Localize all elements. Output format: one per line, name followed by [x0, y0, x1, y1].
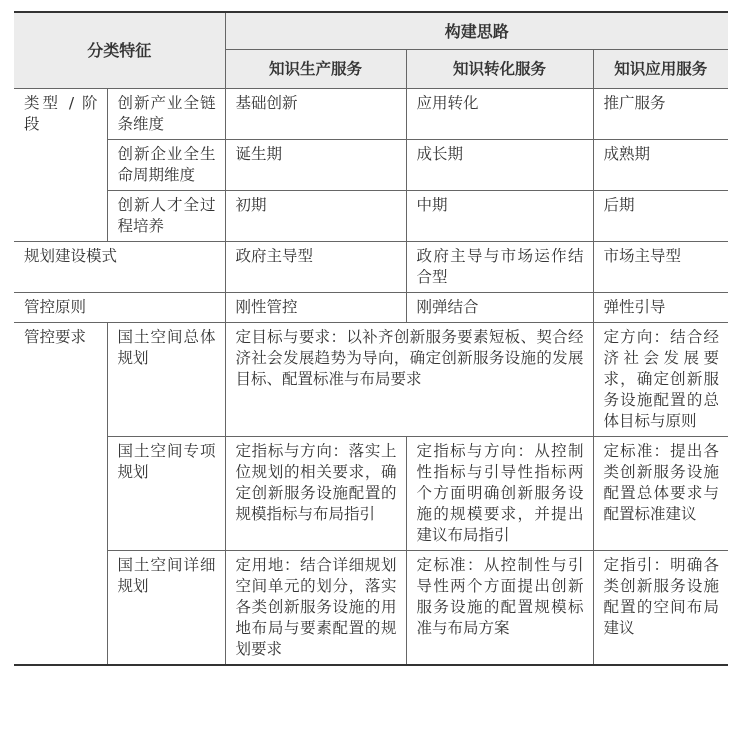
header-classification: 分类特征	[14, 12, 225, 89]
table-row	[14, 323, 728, 437]
cell-production: 基础创新	[225, 89, 406, 140]
header-approach: 构建思路	[225, 12, 728, 50]
cell-application: 后期	[593, 191, 728, 242]
cell-production: 诞生期	[225, 140, 406, 191]
header-knowledge-transformation: 知识转化服务	[406, 50, 593, 89]
table-row	[14, 191, 728, 242]
header-knowledge-application: 知识应用服务	[593, 50, 728, 89]
cell-production-transformation: 定目标与要求：以补齐创新服务要素短板、契合经济社会发展趋势为导向，确定创新服务设施的发展目标、配置标准与布局要求	[225, 323, 593, 437]
cell-production: 定指标与方向：落实上位规划的相关要求，确定创新服务设施配置的规模指标与布局指引	[225, 437, 406, 551]
cell-application: 定标准：提出各类创新服务设施配置总体要求与配置标准建议	[593, 437, 728, 551]
row-label-planning-mode: 规划建设模式	[14, 242, 225, 293]
cell-transformation: 刚弹结合	[406, 293, 593, 323]
table-row	[14, 89, 728, 140]
innovation-service-planning-table	[14, 11, 728, 666]
sub-label-talent-cultivation: 创新人才全过程培养	[107, 191, 225, 242]
row-label-control-requirements: 管控要求	[14, 323, 107, 666]
table-body	[14, 89, 728, 666]
sub-label-overall-plan: 国土空间总体规划	[107, 323, 225, 437]
cell-transformation: 成长期	[406, 140, 593, 191]
table-row	[14, 242, 728, 293]
table-row	[14, 140, 728, 191]
header-knowledge-production: 知识生产服务	[225, 50, 406, 89]
cell-transformation: 政府主导与市场运作结合型	[406, 242, 593, 293]
cell-production: 初期	[225, 191, 406, 242]
cell-transformation: 定标准：从控制性与引导性两个方面提出创新服务设施的配置规模标准与布局方案	[406, 551, 593, 666]
cell-application: 定方向：结合经济社会发展要求，确定创新服务设施配置的总体目标与原则	[593, 323, 728, 437]
table-row	[14, 293, 728, 323]
sub-label-special-plan: 国土空间专项规划	[107, 437, 225, 551]
cell-application: 弹性引导	[593, 293, 728, 323]
sub-label-industry-chain: 创新产业全链条维度	[107, 89, 225, 140]
cell-transformation: 定指标与方向：从控制性指标与引导性指标两个方面明确创新服务设施的规模要求，并提出建议布局指引	[406, 437, 593, 551]
cell-application: 推广服务	[593, 89, 728, 140]
table-row	[14, 437, 728, 551]
table-row	[14, 551, 728, 666]
sub-label-detailed-plan: 国土空间详细规划	[107, 551, 225, 666]
cell-production: 政府主导型	[225, 242, 406, 293]
sub-label-enterprise-lifecycle: 创新企业全生命周期维度	[107, 140, 225, 191]
planning-table-container	[14, 11, 728, 666]
table-header	[14, 12, 728, 89]
cell-transformation: 中期	[406, 191, 593, 242]
cell-application: 市场主导型	[593, 242, 728, 293]
cell-application: 成熟期	[593, 140, 728, 191]
cell-production: 刚性管控	[225, 293, 406, 323]
row-label-control-principle: 管控原则	[14, 293, 225, 323]
cell-transformation: 应用转化	[406, 89, 593, 140]
cell-application: 定指引：明确各类创新服务设施配置的空间布局建议	[593, 551, 728, 666]
cell-production: 定用地：结合详细规划空间单元的划分，落实各类创新服务设施的用地布局与要素配置的规划要求	[225, 551, 406, 666]
row-label-type-stage: 类型 / 阶段	[14, 89, 107, 242]
